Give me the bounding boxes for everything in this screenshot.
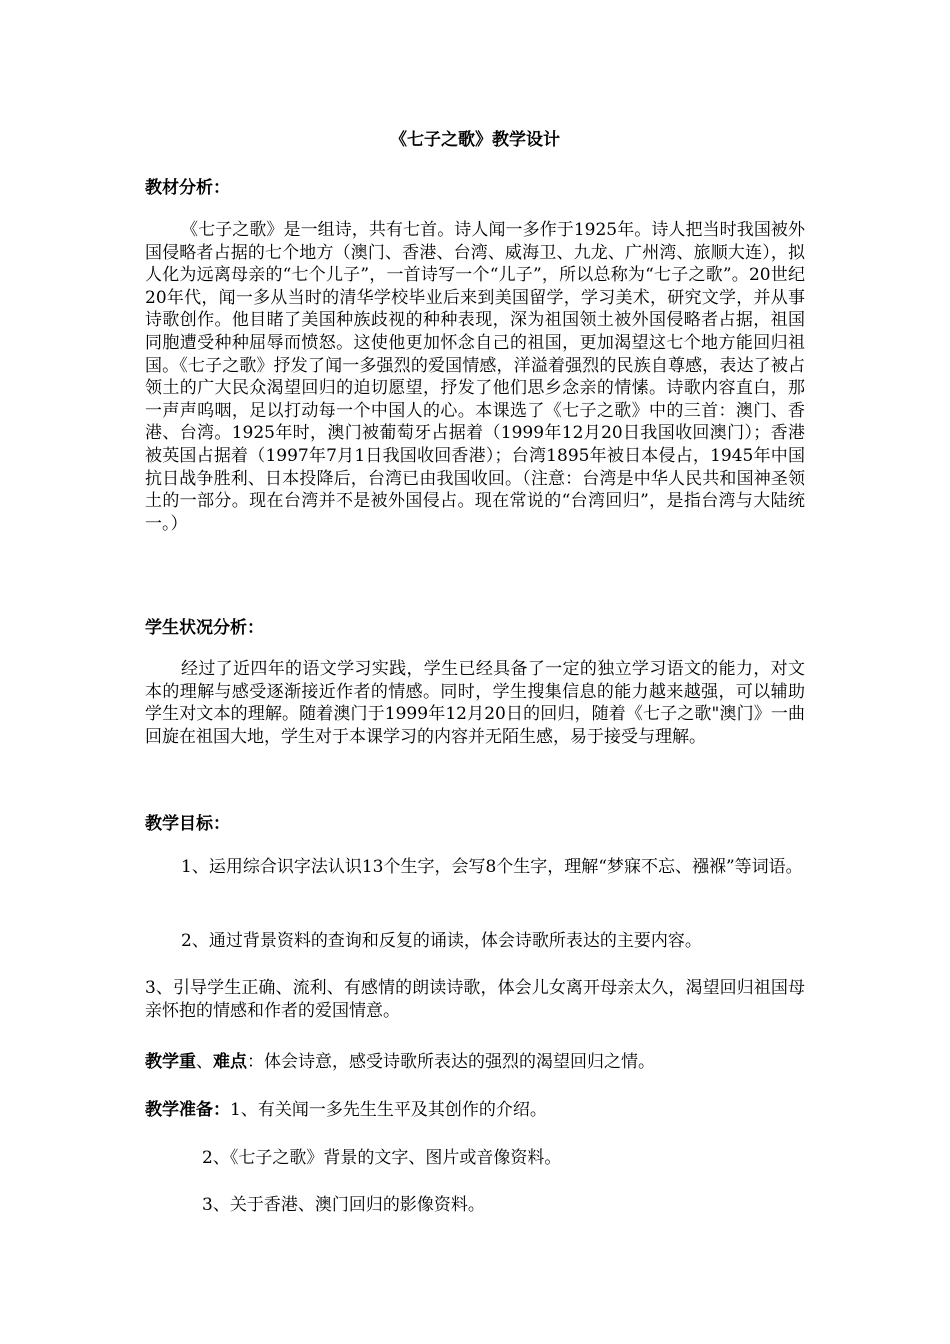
preparation-item-2: 2、《七子之歌》背景的文字、图片或音像资料。 <box>202 1148 562 1168</box>
key-points-colon: ： <box>247 1052 264 1072</box>
key-points-label-a: 教学重 <box>145 1052 196 1072</box>
key-points-text: 体会诗意，感受诗歌所表达的强烈的渴望回归之情。 <box>264 1052 655 1072</box>
goal-item-3: 3、引导学生正确、流利、有感情的朗读诗歌，体会儿女离开母亲太久，渴望回归祖国母亲怀抱的情感和作者的爱国情意。 <box>145 978 805 1021</box>
document-title: 《七子之歌》教学设计 <box>390 130 560 150</box>
section-heading-students: 学生状况分析： <box>145 618 264 638</box>
key-points-line <box>145 1051 655 1073</box>
preparation-item-3: 3、关于香港、澳门回归的影像资料。 <box>202 1195 485 1215</box>
goal-item-1: 1、运用综合识字法认识13个生字，会写8个生字，理解“梦寐不忘、襁褓”等词语。 <box>181 857 803 877</box>
preparation-item-1: 1、有关闻一多先生生平及其创作的介绍。 <box>230 1100 547 1120</box>
material-analysis-paragraph: 《七子之歌》是一组诗，共有七首。诗人闻一多作于1925年。诗人把当时我国被外国侵略者占据的七个地方（澳门、香港、台湾、威海卫、九龙、广州湾、旅顺大连），拟人化为远离母亲的“七个儿子”，一首诗写一个“儿子”，所以总称为“七子之歌”。20世纪20年代，闻一多从当时的清华学校毕业后来到美国留学，学习美术，研究文学，并从事诗歌创作。他目睹了美国种族歧视的种种表现，深为祖国领土被外国侵略者占据，祖国同胞遭受种种屈辱而愤怒。这使他更加怀念自己的祖国，更加渴望这七个地方能回归祖国。《七子之歌》抒发了闻一多强烈的爱国情感，洋溢着强烈的民族自尊感，表达了被占领土的广大民众渴望回归的迫切愿望，抒发了他们思乡念亲的情愫。诗歌内容直白，那一声声呜咽，足以打动每一个中国人的心。本课选了《七子之歌》中的三首：澳门、香港、台湾。1925年时，澳门被葡萄牙占据着（1999年12月20日我国收回澳门）；香港被英国占据着（1997年7月1日我国收回香港）；台湾1895年被日本侵占，1945年中国抗日战争胜利、日本投降后，台湾已由我国收回。（注意：台湾是中华人民共和国神圣领土的一部分。现在台湾并不是被外国侵占。现在常说的“台湾回归”，是指台湾与大陆统一。） <box>145 220 805 534</box>
key-points-separator: 、 <box>196 1052 213 1072</box>
preparation-line <box>145 1099 547 1121</box>
preparation-label: 教学准备： <box>145 1100 230 1120</box>
key-points-label-b: 难点 <box>213 1052 247 1072</box>
section-heading-material: 教材分析： <box>145 178 230 198</box>
section-heading-goals: 教学目标： <box>145 814 230 834</box>
goal-item-2: 2、通过背景资料的查询和反复的诵读，体会诗歌所表达的主要内容。 <box>181 931 702 951</box>
student-analysis-paragraph: 经过了近四年的语文学习实践，学生已经具备了一定的独立学习语文的能力，对文本的理解与感受逐渐接近作者的情感。同时，学生搜集信息的能力越来越强，可以辅助学生对文本的理解。随着澳门于1999年12月20日的回归，随着《七子之歌"澳门》一曲回旋在祖国大地，学生对于本课学习的内容并无陌生感，易于接受与理解。 <box>145 659 805 747</box>
